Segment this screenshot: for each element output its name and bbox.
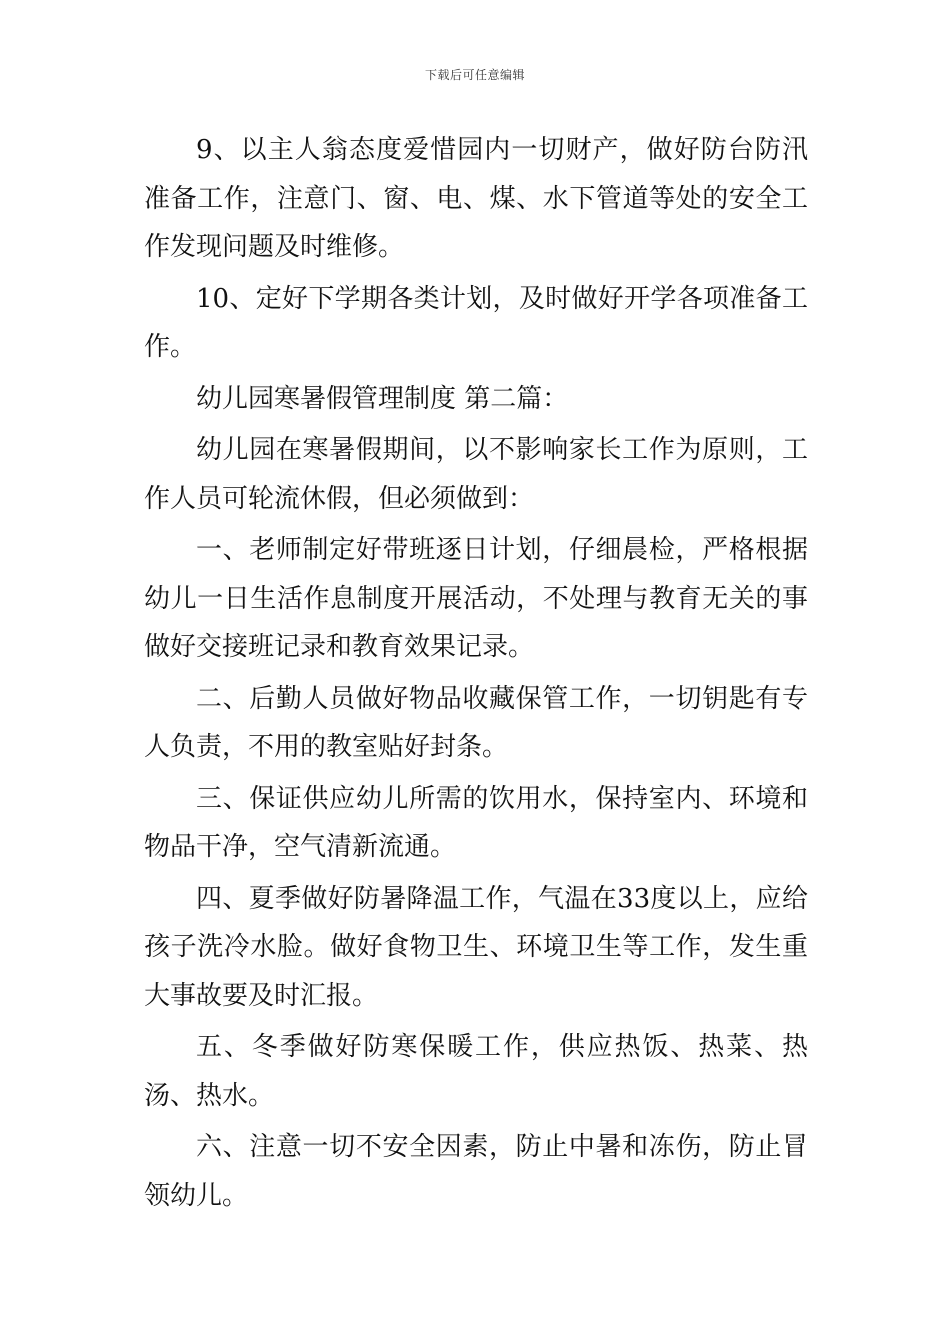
paragraph-item-two: 二、后勤人员做好物品收藏保管工作，一切钥匙有专人负责，不用的教室贴好封条。 <box>144 683 808 762</box>
page-header-note: 下载后可任意编辑 <box>424 68 525 82</box>
paragraph-item-10: 10、定好下学期各类计划，及时做好开学各项准备工作。 <box>144 283 808 362</box>
paragraph-item-9: 9、以主人翁态度爱惜园内一切财产，做好防台防汛准备工作，注意门、窗、电、煤、水下管道等处的安全工作发现问题及时维修。 <box>144 135 808 262</box>
paragraph-item-one: 一、老师制定好带班逐日计划，仔细晨检，严格根据幼儿一日生活作息制度开展活动，不处理与教育无关的事做好交接班记录和教育效果记录。 <box>144 535 808 662</box>
document-body <box>144 126 808 1223</box>
paragraph-item-six: 六、注意一切不安全因素，防止中暑和冻伤，防止冒领幼儿。 <box>144 1132 808 1211</box>
paragraph-item-four: 四、夏季做好防暑降温工作，气温在33度以上，应给孩子洗冷水脸。做好食物卫生、环境卫生等工作，发生重大事故要及时汇报。 <box>144 883 808 1011</box>
paragraph-item-five: 五、冬季做好防寒保暖工作，供应热饭、热菜、热汤、热水。 <box>144 1032 808 1111</box>
section-heading-part-two: 幼儿园寒暑假管理制度 第二篇： <box>196 383 569 414</box>
paragraph-item-three: 三、保证供应幼儿所需的饮用水，保持室内、环境和物品干净，空气清新流通。 <box>144 783 808 862</box>
paragraph-intro: 幼儿园在寒暑假期间，以不影响家长工作为原则，工作人员可轮流休假，但必须做到： <box>144 435 808 514</box>
